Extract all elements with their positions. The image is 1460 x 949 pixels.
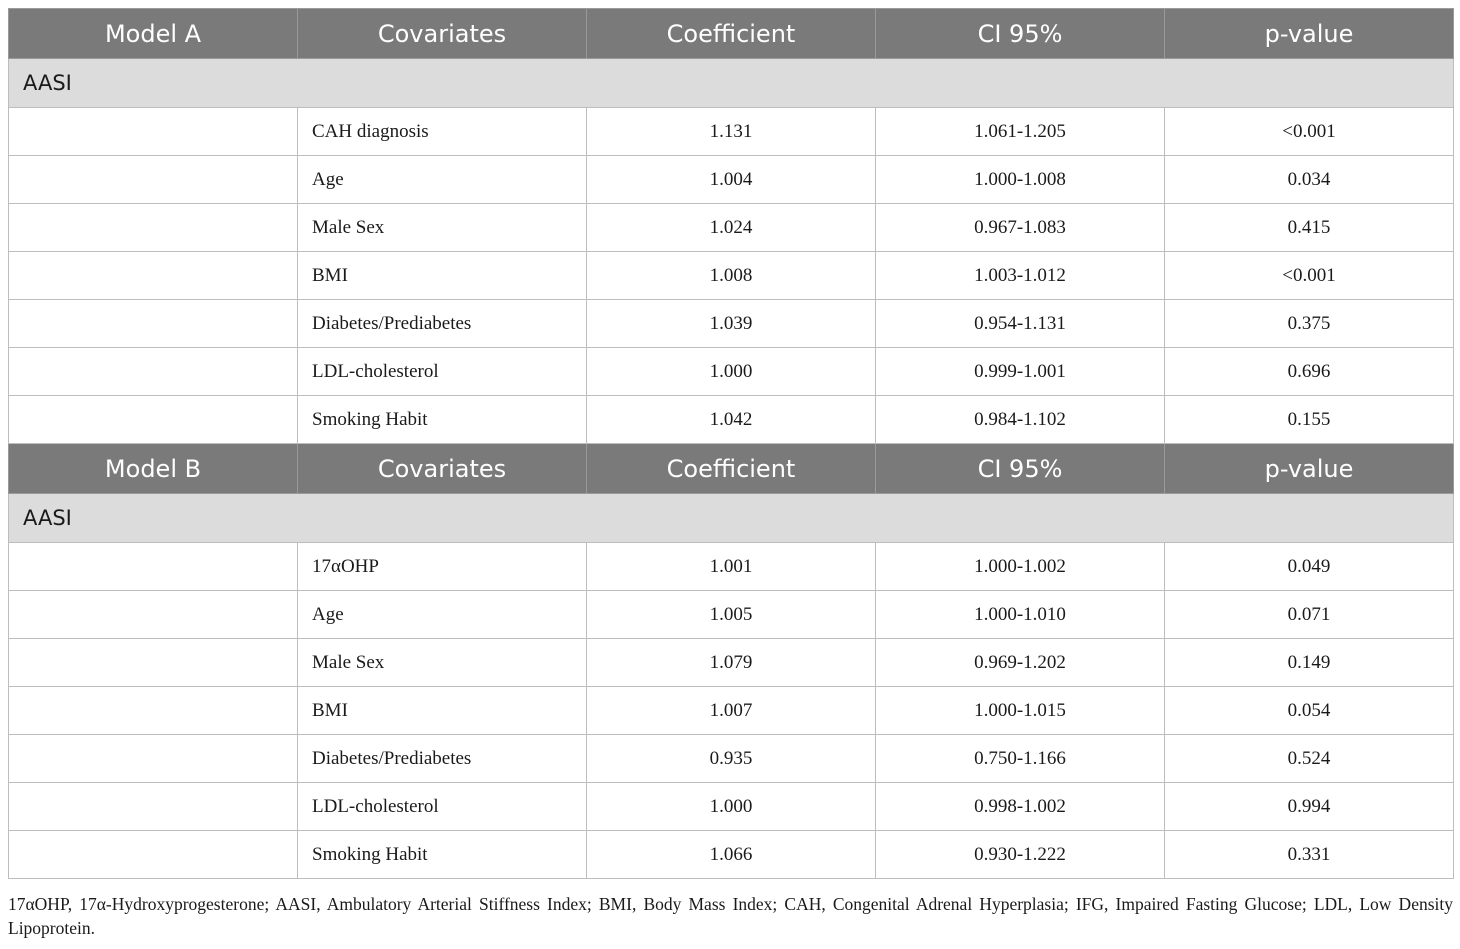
ci-cell: 0.930-1.222 <box>876 831 1165 879</box>
coefficient-cell: 1.004 <box>587 156 876 204</box>
model-a-section-row <box>9 59 1454 108</box>
empty-cell <box>9 348 298 396</box>
regression-table-container <box>8 8 1453 879</box>
pvalue-cell: <0.001 <box>1165 252 1454 300</box>
ci-cell: 1.000-1.008 <box>876 156 1165 204</box>
covariate-cell: 17αOHP <box>298 543 587 591</box>
pvalue-cell: 0.375 <box>1165 300 1454 348</box>
empty-cell <box>9 591 298 639</box>
empty-cell <box>9 831 298 879</box>
covariate-cell: Diabetes/Prediabetes <box>298 735 587 783</box>
ci-cell: 0.984-1.102 <box>876 396 1165 444</box>
pvalue-cell: 0.054 <box>1165 687 1454 735</box>
table-row <box>9 108 1454 156</box>
covariate-cell: LDL-cholesterol <box>298 783 587 831</box>
empty-cell <box>9 543 298 591</box>
pvalue-cell: 0.696 <box>1165 348 1454 396</box>
ci-cell: 1.000-1.010 <box>876 591 1165 639</box>
model-b-section-row <box>9 494 1454 543</box>
pvalue-cell: 0.415 <box>1165 204 1454 252</box>
covariate-cell: Male Sex <box>298 639 587 687</box>
coefficient-cell: 1.066 <box>587 831 876 879</box>
ci-cell: 0.999-1.001 <box>876 348 1165 396</box>
coefficient-cell: 1.039 <box>587 300 876 348</box>
empty-cell <box>9 204 298 252</box>
header-coefficient: Coefficient <box>587 9 876 59</box>
regression-table <box>8 8 1454 879</box>
table-row <box>9 591 1454 639</box>
coefficient-cell: 1.131 <box>587 108 876 156</box>
covariate-cell: Age <box>298 156 587 204</box>
empty-cell <box>9 252 298 300</box>
table-row <box>9 156 1454 204</box>
empty-cell <box>9 300 298 348</box>
covariate-cell: Smoking Habit <box>298 831 587 879</box>
header-model: Model A <box>9 9 298 59</box>
coefficient-cell: 1.079 <box>587 639 876 687</box>
table-row <box>9 396 1454 444</box>
model-a-header-row <box>9 9 1454 59</box>
ci-cell: 1.000-1.015 <box>876 687 1165 735</box>
covariate-cell: CAH diagnosis <box>298 108 587 156</box>
table-row <box>9 639 1454 687</box>
empty-cell <box>9 639 298 687</box>
ci-cell: 0.967-1.083 <box>876 204 1165 252</box>
table-row <box>9 543 1454 591</box>
covariate-cell: BMI <box>298 252 587 300</box>
ci-cell: 1.000-1.002 <box>876 543 1165 591</box>
empty-cell <box>9 396 298 444</box>
covariate-cell: Diabetes/Prediabetes <box>298 300 587 348</box>
pvalue-cell: 0.071 <box>1165 591 1454 639</box>
empty-cell <box>9 108 298 156</box>
section-label: AASI <box>9 494 1454 543</box>
covariate-cell: LDL-cholesterol <box>298 348 587 396</box>
table-row <box>9 735 1454 783</box>
pvalue-cell: 0.994 <box>1165 783 1454 831</box>
header-pvalue: p-value <box>1165 9 1454 59</box>
coefficient-cell: 1.008 <box>587 252 876 300</box>
table-row <box>9 300 1454 348</box>
header-pvalue: p-value <box>1165 444 1454 494</box>
coefficient-cell: 1.000 <box>587 348 876 396</box>
table-footnote: 17αOHP, 17α-Hydroxyprogesterone; AASI, Ambulatory Arterial Stiffness Index; BMI, Body Mass Index; CAH, Congenital Adrenal Hyperplasia; IFG, Impaired Fasting Glucose; LDL, Low Density Lipoprotein. <box>8 894 1453 938</box>
pvalue-cell: <0.001 <box>1165 108 1454 156</box>
table-row <box>9 687 1454 735</box>
header-model: Model B <box>9 444 298 494</box>
pvalue-cell: 0.524 <box>1165 735 1454 783</box>
empty-cell <box>9 735 298 783</box>
model-b-header-row <box>9 444 1454 494</box>
empty-cell <box>9 687 298 735</box>
table-row <box>9 831 1454 879</box>
coefficient-cell: 0.935 <box>587 735 876 783</box>
ci-cell: 1.003-1.012 <box>876 252 1165 300</box>
coefficient-cell: 1.005 <box>587 591 876 639</box>
pvalue-cell: 0.049 <box>1165 543 1454 591</box>
pvalue-cell: 0.034 <box>1165 156 1454 204</box>
pvalue-cell: 0.155 <box>1165 396 1454 444</box>
pvalue-cell: 0.331 <box>1165 831 1454 879</box>
covariate-cell: Male Sex <box>298 204 587 252</box>
covariate-cell: Age <box>298 591 587 639</box>
table-row <box>9 348 1454 396</box>
header-ci: CI 95% <box>876 444 1165 494</box>
coefficient-cell: 1.042 <box>587 396 876 444</box>
section-label: AASI <box>9 59 1454 108</box>
table-row <box>9 204 1454 252</box>
empty-cell <box>9 783 298 831</box>
table-row <box>9 252 1454 300</box>
coefficient-cell: 1.000 <box>587 783 876 831</box>
header-ci: CI 95% <box>876 9 1165 59</box>
coefficient-cell: 1.007 <box>587 687 876 735</box>
ci-cell: 0.998-1.002 <box>876 783 1165 831</box>
empty-cell <box>9 156 298 204</box>
header-coefficient: Coefficient <box>587 444 876 494</box>
ci-cell: 1.061-1.205 <box>876 108 1165 156</box>
ci-cell: 0.969-1.202 <box>876 639 1165 687</box>
header-covariates: Covariates <box>298 9 587 59</box>
table-row <box>9 783 1454 831</box>
ci-cell: 0.750-1.166 <box>876 735 1165 783</box>
pvalue-cell: 0.149 <box>1165 639 1454 687</box>
ci-cell: 0.954-1.131 <box>876 300 1165 348</box>
covariate-cell: Smoking Habit <box>298 396 587 444</box>
header-covariates: Covariates <box>298 444 587 494</box>
coefficient-cell: 1.001 <box>587 543 876 591</box>
coefficient-cell: 1.024 <box>587 204 876 252</box>
covariate-cell: BMI <box>298 687 587 735</box>
